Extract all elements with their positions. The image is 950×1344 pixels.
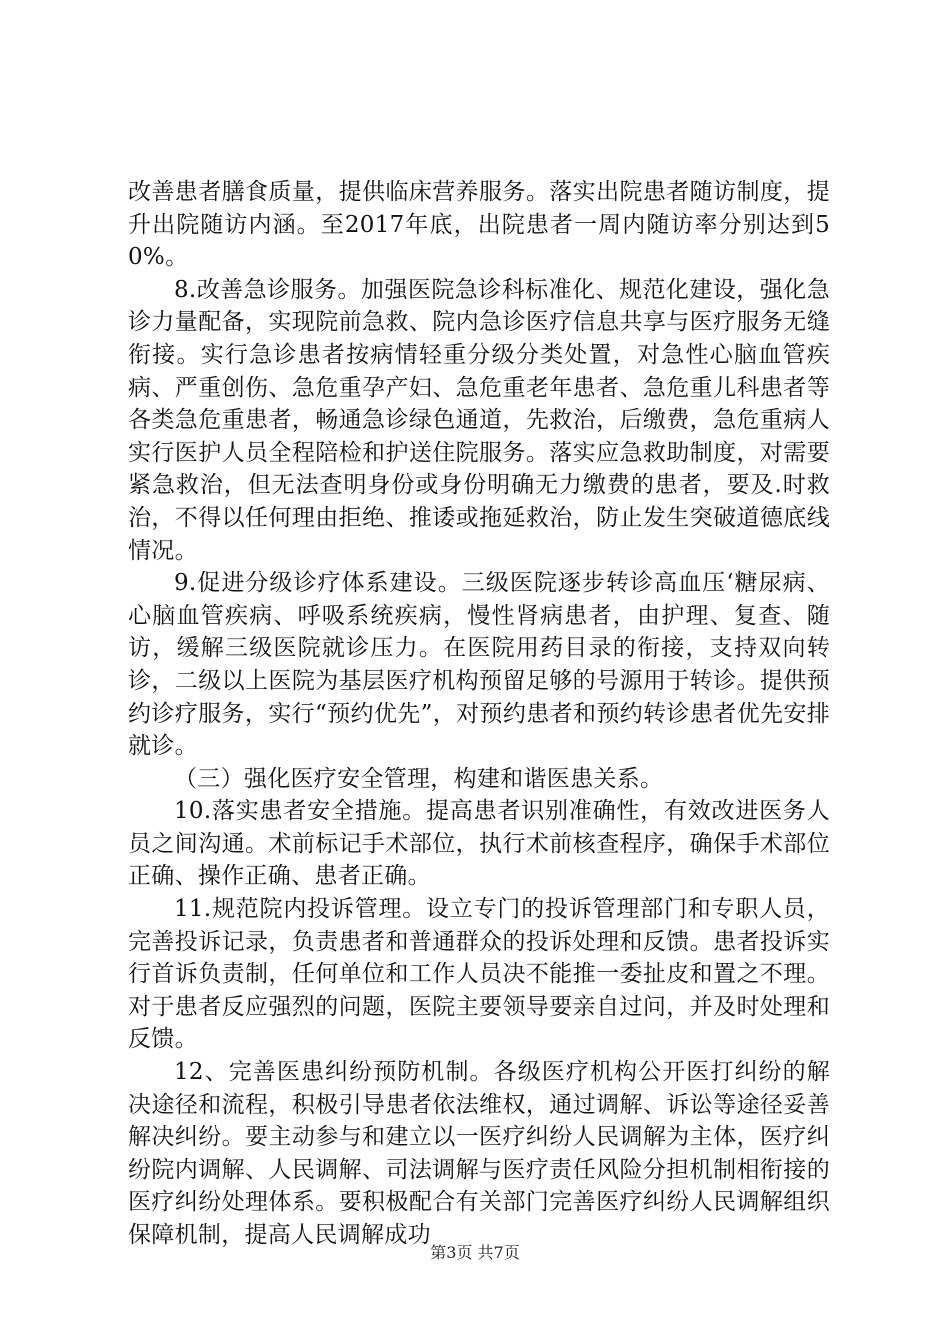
paragraph-item-12: 12、完善医患纠纷预防机制。各级医疗机构公开医打纠纷的解决途径和流程，积极引导患者依法维权，通过调解、诉讼等途径妥善解决纠纷。要主动参与和建立以一医疗纠纷人民调解为主体，医疗纠纷院内调解、人民调解、司法调解与医疗责任风险分担机制相衔接的医疗纠纷处理体系。要积极配合有关部门完善医疗纠纷人民调解组织保障机制，提高人民调解成功: [128, 1059, 830, 1248]
paragraph-item-8: 8.改善急诊服务。加强医院急诊科标准化、规范化建设，强化急诊力量配备，实现院前急救、院内急诊医疗信息共享与医疗服务无缝衔接。实行急诊患者按病情轻重分级分类处置，对急性心脑血管疾病、严重创伤、急危重孕产妇、急危重老年患者、急危重儿科患者等各类急危重患者，畅通急诊绿色通道，先救治，后缴费，急危重病人实行医护人员全程陪检和护送住院服务。落实应急救助制度，对需要紧急救治，但无法查明身份或身份明确无力缴费的患者，要及.时救治，不得以任何理由拒绝、推诿或拖延救治，防止发生突破道德底线情况。: [128, 276, 830, 564]
page-number-footer: 第3页 共7页: [430, 1243, 520, 1262]
paragraph-item-11: 11.规范院内投诉管理。设立专门的投诉管理部门和专职人员，完善投诉记录，负责患者和普通群众的投诉处理和反馈。患者投诉实行首诉负责制，任何单位和工作人员决不能推一委扯皮和置之不理。对于患者反应强烈的问题，医院主要领导要亲自过问，并及时处理和反馈。: [128, 896, 830, 1053]
paragraph-item-10: 10.落实患者安全措施。提高患者识别准确性，有效改进医务人员之间沟通。术前标记手术部位，执行术前核查程序，确保手术部位正确、操作正确、患者正确。: [128, 798, 830, 890]
section-heading-3: （三）强化医疗安全管理，构建和谐医患关系。: [174, 765, 664, 792]
paragraph-item-9: 9.促进分级诊疗体系建设。三级医院逐步转诊高血压‘糖尿病、心脑血管疾病、呼吸系统疾病，慢性肾病患者，由护理、复查、随访，缓解三级医院就诊压力。在医院用药目录的衔接，支持双向转诊，二级以上医院为基层医疗机构预留足够的号源用于转诊。提供预约诊疗服务，实行“预约优先”，对预约患者和预约转诊患者优先安排就诊。: [128, 570, 830, 760]
document-body: [128, 176, 830, 1252]
paragraph-continuation: 改善患者膳食质量，提供临床营养服务。落实出院患者随访制度，提升出院随访内涵。至2017年底，出院患者一周内随访率分别达到50%。: [128, 179, 830, 271]
